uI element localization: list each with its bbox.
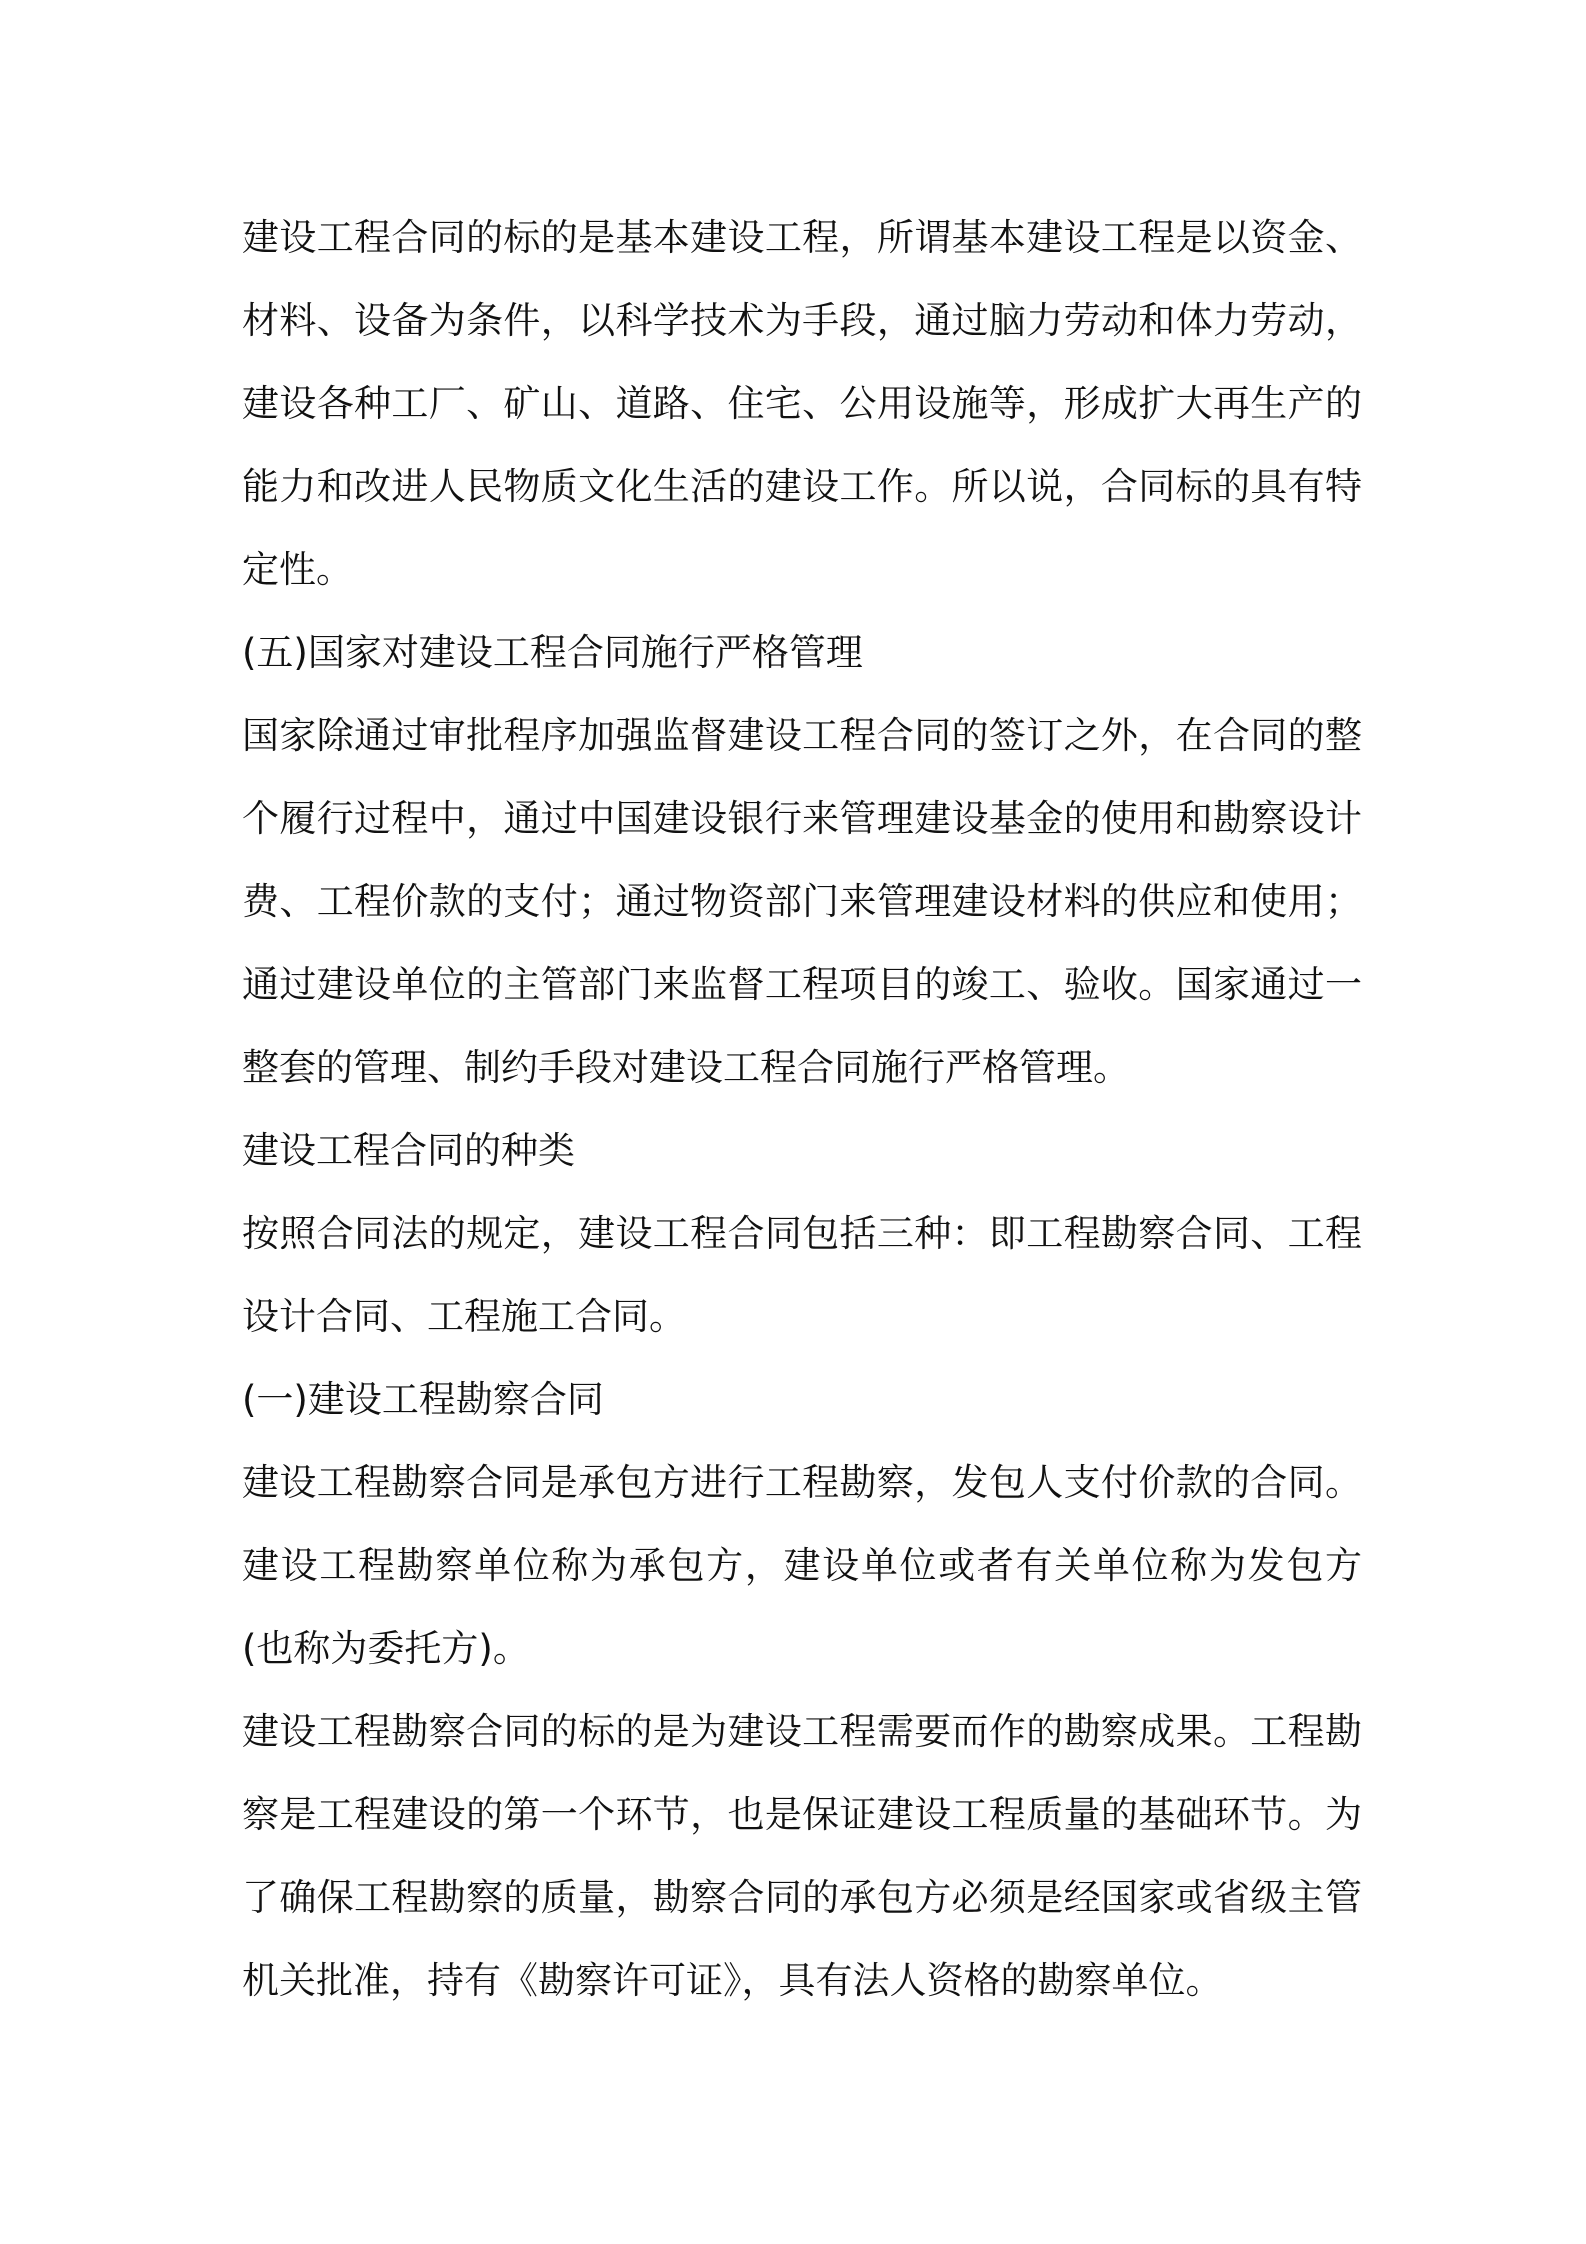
paragraph-line: 建设各种工厂、矿山、道路、住宅、公用设施等，形成扩大再生产的 — [242, 382, 1362, 425]
paragraph-line: 察是工程建设的第一个环节，也是保证建设工程质量的基础环节。为 — [242, 1793, 1362, 1836]
paragraph-line: 能力和改进人民物质文化生活的建设工作。所以说，合同标的具有特 — [242, 465, 1362, 508]
paragraph-line: 建设工程勘察合同是承包方进行工程勘察，发包人支付价款的合同。 — [242, 1461, 1362, 1504]
document-body — [242, 196, 1362, 2022]
paragraph-line: 整套的管理、制约手段对建设工程合同施行严格管理。 — [242, 1046, 1130, 1089]
paragraph-line: 个履行过程中，通过中国建设银行来管理建设基金的使用和勘察设计 — [242, 797, 1362, 840]
paragraph-line: 了确保工程勘察的质量，勘察合同的承包方必须是经国家或省级主管 — [242, 1876, 1362, 1919]
paragraph-line: 建设工程勘察合同的标的是为建设工程需要而作的勘察成果。工程勘 — [242, 1710, 1362, 1753]
paragraph-line: 建设工程勘察单位称为承包方，建设单位或者有关单位称为发包方 — [242, 1544, 1362, 1587]
paragraph-line: 按照合同法的规定，建设工程合同包括三种：即工程勘察合同、工程 — [242, 1212, 1362, 1255]
paragraph-line: 国家除通过审批程序加强监督建设工程合同的签订之外，在合同的整 — [242, 714, 1362, 757]
section-heading: (一)建设工程勘察合同 — [242, 1378, 604, 1421]
section-heading: 建设工程合同的种类 — [242, 1129, 575, 1172]
section-heading: (五)国家对建设工程合同施行严格管理 — [242, 631, 863, 674]
paragraph-line: 通过建设单位的主管部门来监督工程项目的竣工、验收。国家通过一 — [242, 963, 1362, 1006]
paragraph-line: (也称为委托方)。 — [242, 1627, 530, 1670]
paragraph-line: 机关批准，持有《勘察许可证》，具有法人资格的勘察单位。 — [242, 1959, 1223, 2002]
paragraph-line: 定性。 — [242, 548, 353, 591]
paragraph-line: 材料、设备为条件，以科学技术为手段，通过脑力劳动和体力劳动， — [242, 299, 1362, 342]
paragraph-line: 建设工程合同的标的是基本建设工程，所谓基本建设工程是以资金、 — [242, 216, 1362, 259]
paragraph-line: 设计合同、工程施工合同。 — [242, 1295, 686, 1338]
paragraph-line: 费、工程价款的支付；通过物资部门来管理建设材料的供应和使用； — [242, 880, 1362, 923]
